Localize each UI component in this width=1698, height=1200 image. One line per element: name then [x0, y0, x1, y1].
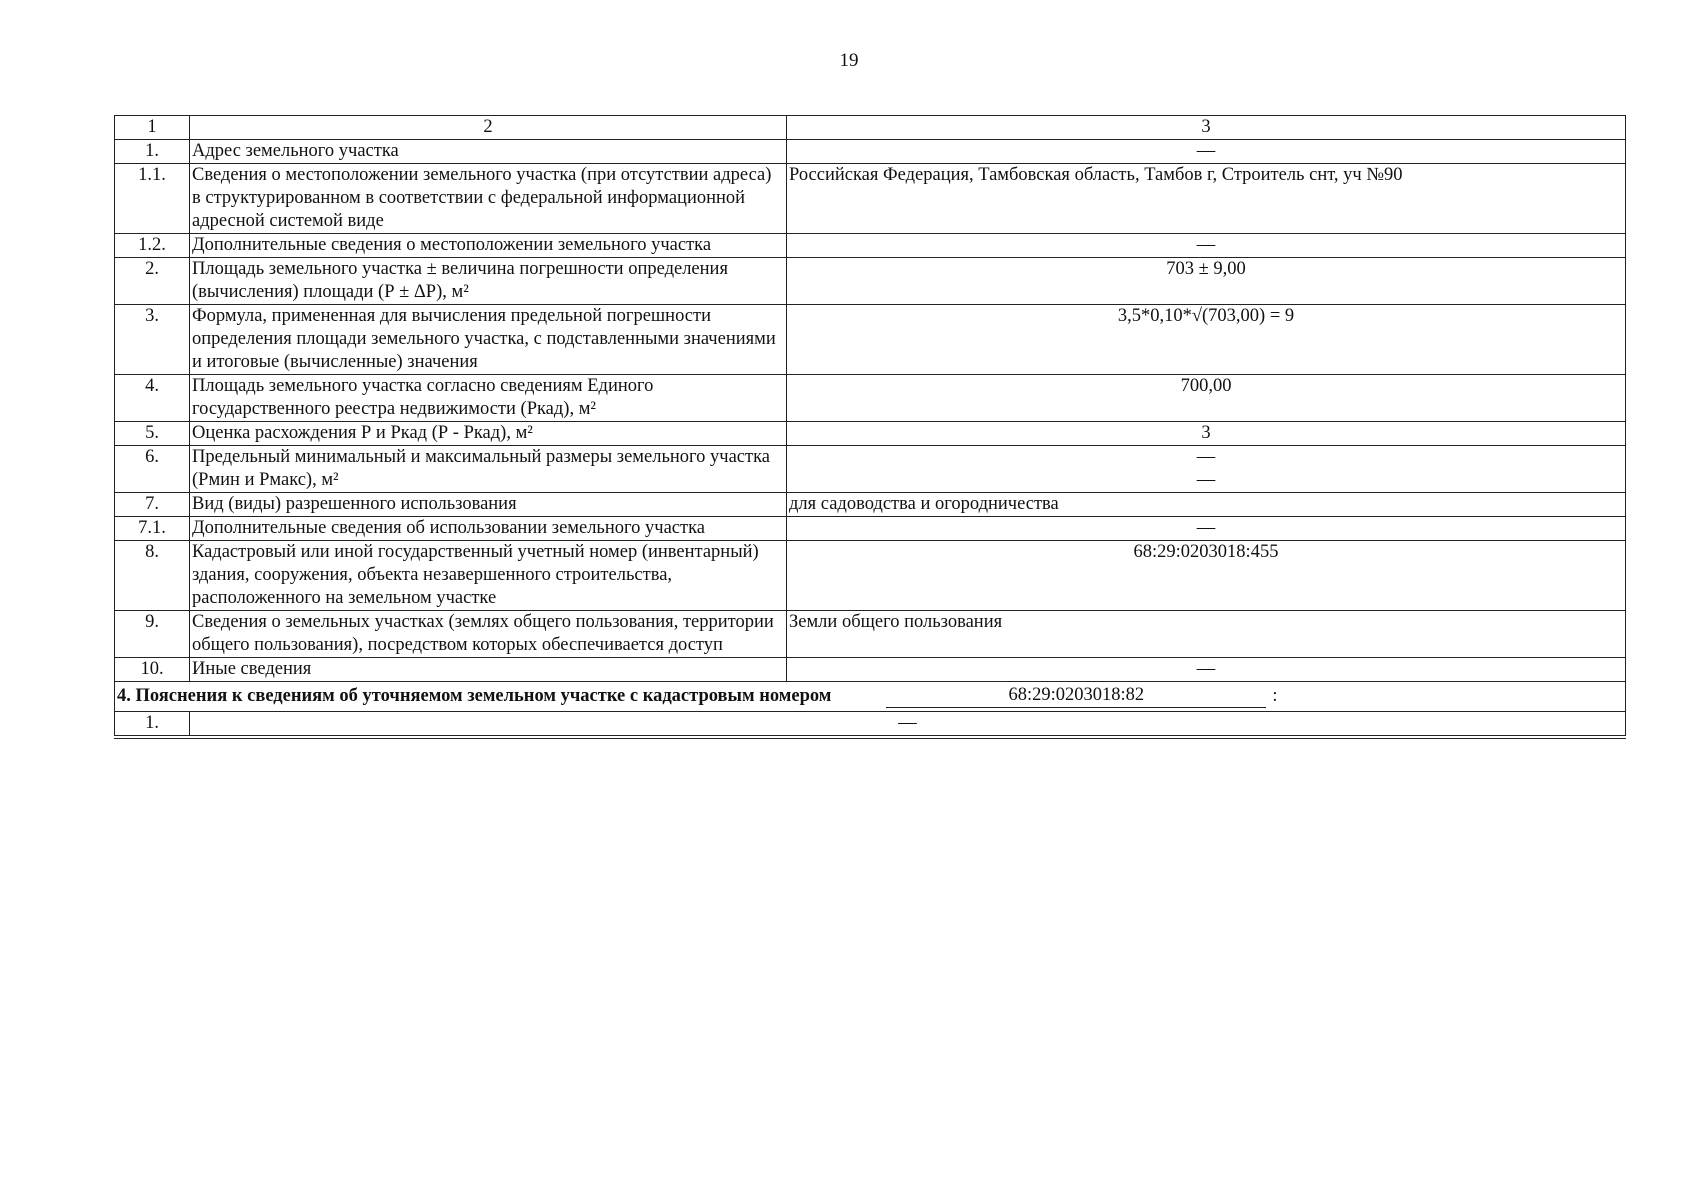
table-row — [115, 493, 1626, 517]
row-value: 68:29:0203018:455 — [787, 541, 1626, 611]
table-row — [115, 140, 1626, 164]
header-col2: 2 — [190, 116, 787, 140]
row-number: 2. — [115, 258, 190, 305]
table-row — [115, 541, 1626, 611]
row-number: 5. — [115, 422, 190, 446]
row-label: Сведения о местоположении земельного участка (при отсутствии адреса) в структурированном в соответствии с федеральной информационной адресной системой виде — [190, 164, 787, 234]
row-number: 10. — [115, 658, 190, 682]
row-value: — — [787, 140, 1626, 164]
table-row — [115, 164, 1626, 234]
row-label: Сведения о земельных участках (землях общего пользования, территории общего пользования), посредством которых обеспечивается доступ — [190, 611, 787, 658]
table-row — [115, 258, 1626, 305]
row-value: Российская Федерация, Тамбовская область, Тамбов г, Строитель снт, уч №90 — [787, 164, 1626, 234]
table-row — [115, 517, 1626, 541]
row-value: 700,00 — [787, 375, 1626, 422]
section4-colon: : — [1272, 686, 1278, 706]
row-value: — — [787, 234, 1626, 258]
row-number: 1.1. — [115, 164, 190, 234]
section4-header — [115, 682, 1626, 712]
table-row — [115, 611, 1626, 658]
row-number: 8. — [115, 541, 190, 611]
row-number: 1.2. — [115, 234, 190, 258]
row-value: 703 ± 9,00 — [787, 258, 1626, 305]
row-label: Дополнительные сведения об использовании земельного участка — [190, 517, 787, 541]
table-header-row — [115, 116, 1626, 140]
row-label: Дополнительные сведения о местоположении земельного участка — [190, 234, 787, 258]
row-number: 1. — [115, 140, 190, 164]
row-label: Оценка расхождения Р и Ркад (Р - Ркад), м² — [190, 422, 787, 446]
section4-header-row — [115, 682, 1626, 712]
table-row — [115, 375, 1626, 422]
row-label: Иные сведения — [190, 658, 787, 682]
row-value: — — [190, 712, 1626, 738]
table-row — [115, 234, 1626, 258]
header-col1: 1 — [115, 116, 190, 140]
row-number: 6. — [115, 446, 190, 493]
row-value-min-max — [787, 446, 1626, 493]
table-row — [115, 305, 1626, 375]
row-value: — — [787, 517, 1626, 541]
row-value: для садоводства и огородничества — [787, 493, 1626, 517]
row-value: 3,5*0,10*√(703,00) = 9 — [787, 305, 1626, 375]
page-number: 19 — [839, 50, 859, 71]
row-number: 7. — [115, 493, 190, 517]
row-label: Вид (виды) разрешенного использования — [190, 493, 787, 517]
section4-title: 4. Пояснения к сведениям об уточняемом земельном участке с кадастровым номером — [117, 686, 832, 706]
row-label: Площадь земельного участка согласно сведениям Единого государственного реестра недвижимости (Ркад), м² — [190, 375, 787, 422]
table-row — [115, 446, 1626, 493]
value-max: — — [1196, 470, 1216, 490]
row-number: 9. — [115, 611, 190, 658]
row-label: Площадь земельного участка ± величина погрешности определения (вычисления) площади (Р ± ΔР), м² — [190, 258, 787, 305]
row-number: 4. — [115, 375, 190, 422]
row-value: 3 — [787, 422, 1626, 446]
section4-cadastral-number: 68:29:0203018:82 — [886, 684, 1266, 708]
row-number: 7.1. — [115, 517, 190, 541]
row-value: Земли общего пользования — [787, 611, 1626, 658]
row-label: Кадастровый или иной государственный учетный номер (инвентарный) здания, сооружения, объекта незавершенного строительства, расположенного на земельном участке — [190, 541, 787, 611]
row-value: — — [787, 658, 1626, 682]
row-label: Адрес земельного участка — [190, 140, 787, 164]
row-number: 1. — [115, 712, 190, 738]
row-label: Предельный минимальный и максимальный размеры земельного участка (Рмин и Рмакс), м² — [190, 446, 787, 493]
land-plot-info-table — [114, 115, 1626, 739]
row-number: 3. — [115, 305, 190, 375]
table-row — [115, 422, 1626, 446]
table-row — [115, 658, 1626, 682]
row-label: Формула, примененная для вычисления предельной погрешности определения площади земельного участка, с подставленными значениями и итоговые (вычисленные) значения — [190, 305, 787, 375]
table-row — [115, 712, 1626, 738]
value-min: — — [1196, 447, 1216, 467]
header-col3: 3 — [787, 116, 1626, 140]
